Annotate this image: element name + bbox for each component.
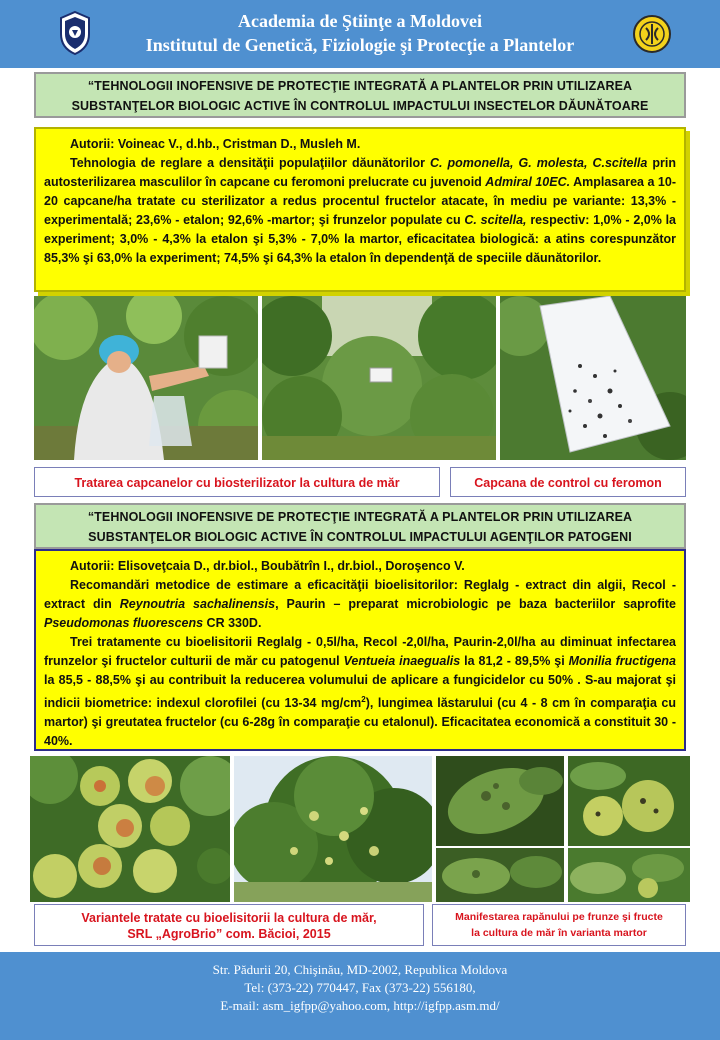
institute-emblem-icon (632, 14, 672, 54)
section1-paragraph (44, 154, 676, 268)
section1-authors: Autorii: Voineac V., d.hb., Cristman D., Musleh M. (70, 137, 361, 151)
section2-abstract (34, 549, 686, 751)
text-run: la 85,5 - 88,5% şi au contribuit la reducerea volumului de aplicare a fungicidelor cu 50% . S-au majorat şi indicii biometrice: indexul clorofilei (cu 13-34 mg/cm (44, 673, 676, 711)
caption-scab-line1: Manifestarea rapănului pe frunze şi fructe (455, 911, 663, 923)
text-run: la 81,2 - 89,5% şi (460, 654, 569, 668)
section2-paragraph1 (44, 576, 676, 633)
section2-title-line2: SUBSTANŢELOR BIOLOGIC ACTIVE ÎN CONTROLUL IMPACTULUI AGENŢILOR PATOGENI (88, 530, 632, 544)
section1-title (34, 72, 686, 118)
section1-title-line2: SUBSTANŢELOR BIOLOGIC ACTIVE ÎN CONTROLUL IMPACTULUI INSECTELOR DĂUNĂTOARE (71, 99, 649, 113)
text-run: respectiv: 1,0% - 2,0% la experiment; 3,0% - 4,3% la etalon şi 5,3% - 7,0% la martor, eficacitatea biologică: a atins corespunzător 85,3% şi 63,0% la experiment; 74,5% şi 64,3% la etalon în dependenţă de speciile dăunătorilor. (44, 213, 677, 265)
species-name: C. scitella, (464, 213, 527, 227)
species-name: C. pomonella, G. molesta, C.scitella (429, 156, 648, 170)
photo-orchard-trap (262, 296, 496, 460)
text-run: CR 330D. (203, 616, 262, 630)
section1-abstract (34, 127, 686, 292)
photo-scab-leaves (436, 848, 564, 902)
text-run: Recomandări metodice de estimare a eficacităţii bioelisitorilor: Reglalg - extract din algii, Recol - extract din (44, 578, 676, 611)
header-banner (0, 0, 720, 68)
superscript: 2 (361, 695, 366, 704)
photo-apple-tree (234, 756, 432, 902)
photo-scab-fruit (568, 756, 690, 846)
footer-email-link[interactable]: E-mail: asm_igfpp@yahoo.com, http://igfpp.asm.md/ (220, 998, 500, 1013)
institute-name: Institutul de Genetică, Fiziologie şi Protecţie a Plantelor (145, 35, 575, 55)
caption-treated-variants-line2: SRL „AgroBrio” com. Băcioi, 2015 (127, 927, 331, 941)
caption-treated-variants (34, 904, 424, 946)
species-name: Pseudomonas fluorescens (44, 616, 204, 630)
section2-paragraph2 (44, 633, 676, 751)
section1-title-line1: “TEHNOLOGII INOFENSIVE DE PROTECŢIE INTEGRATĂ A PLANTELOR PRIN UTILIZAREA (87, 79, 633, 93)
photo-scab-branch (568, 848, 690, 902)
photo-apples-closeup (30, 756, 230, 902)
text-run: prin autosterilizarea masculilor în capcane cu feromoni prelucrate cu juvenoid (44, 156, 676, 189)
caption-control-trap: Capcana de control cu feromon (450, 467, 686, 497)
caption-trap-treatment: Tratarea capcanelor cu biosterilizator la cultura de măr (34, 467, 440, 497)
text-run: Amplasarea a 10-20 capcane/ha tratate cu sterilizator a redus procentul fructelor atacate, în mediu pe variante: 13,3% - experimentală; 23,6% - etalon; 92,6% -martor; şi frunzelor populate cu (44, 175, 676, 227)
species-name: Reynoutria sachalinensis (119, 597, 276, 611)
section2-authors: Autorii: Elisovеţcaia D., dr.biol., Boubătrîn I., dr.biol., Doroşenco V. (70, 559, 465, 573)
footer-phone: Tel: (373-22) 770447, Fax (373-22) 556180, (244, 980, 476, 995)
caption-treated-variants-line1: Variantele tratate cu bioelisitorii la cultura de măr, (81, 911, 377, 925)
caption-scab-line2: la cultura de măr în varianta martor (471, 927, 647, 939)
footer-contact (0, 952, 720, 1040)
species-name: Ventueia inaegualis (343, 654, 461, 668)
text-run: Trei tratamente cu bioelisitorii Reglalg - 0,5l/ha, Recol -2,0l/ha, Paurin-2,0l/ha au diminuat infectarea frunzelor şi fructelor culturii de măr cu patogenul (44, 635, 676, 668)
photo-pheromone-trap (500, 296, 686, 460)
text-run: ), lungimea lăstarului (cu 4 - 8 cm în comparaţia cu martor) şi greutatea fructelor (cu 6-28g în comparaţie cu etalonul). Eficacitatea economică a constituit 30 - 40%. (44, 696, 676, 749)
section2-title (34, 503, 686, 549)
photo-woman-treating-trap (34, 296, 258, 460)
product-name: Admiral 10EC. (485, 175, 571, 189)
section2-title-line1: “TEHNOLOGII INOFENSIVE DE PROTECŢIE INTEGRATĂ A PLANTELOR PRIN UTILIZAREA (87, 510, 633, 524)
academy-name: Academia de Ştiinţe a Moldovei (238, 11, 482, 31)
photo-scab-leaf (436, 756, 564, 846)
text-run: Tehnologia de reglare a densităţii populaţiilor dăunătorilor (70, 156, 430, 170)
text-run: , Paurin – preparat microbiologic pe baza bacteriilor saprofite (275, 597, 677, 611)
footer-address: Str. Pădurii 20, Chişinău, MD-2002, Republica Moldova (212, 962, 508, 977)
caption-scab-manifestation (432, 904, 686, 946)
species-name: Monilia fructigena (568, 654, 677, 668)
